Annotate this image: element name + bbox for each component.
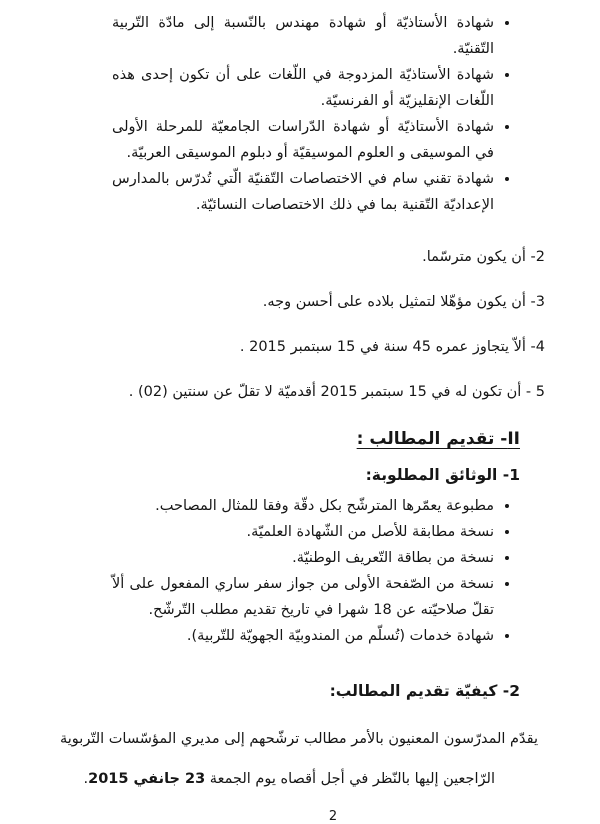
required-documents-heading: 1- الوثائق المطلوبة: [365, 466, 520, 484]
document-item: • نسخة من بطاقة التّعريف الوطنيّة. [112, 545, 494, 571]
condition-item-5: 5 - أن تكون له في 15 سبتمبر 2015 أقدميّة لا تقلّ عن سنتين (02) . [128, 384, 545, 400]
certificate-item: • شهادة الأستاذيّة أو شهادة مهندس بالنّسبة إلى مادّة التّربية التّقنيّة. [112, 10, 494, 62]
certificates-list [112, 10, 508, 218]
submission-paragraph-line1: يقدّم المدرّسون المعنيون بالأمر مطالب ترشّحهم إلى مديري المؤسّسات التّربوية [60, 731, 538, 747]
submission-method-heading: 2- كيفيّة تقديم المطالب: [329, 682, 520, 700]
sentence-period: . [83, 771, 89, 787]
certificate-item: • شهادة الأستاذيّة المزدوجة في اللّغات على أن تكون إحدى هذه اللّغات الإنقليزيّة أو الفرنسيّة. [112, 62, 494, 114]
section-heading-submission [0, 429, 520, 449]
condition-item-3: 3- أن يكون مؤهّلا لتمثيل بلاده على أحسن وجه. [262, 294, 545, 310]
submission-deadline-date: 23 جانفي 2015 [88, 771, 206, 787]
certificate-item: • شهادة الأستاذيّة أو شهادة الدّراسات الجامعيّة للمرحلة الأولى في الموسيقى و العلوم الموسيقيّة أو دبلوم الموسيقى العربيّة. [112, 114, 494, 166]
condition-item-4: 4- ألاّ يتجاوز عمره 45 سنة في 15 سبتمبر 2015 . [239, 339, 545, 355]
section-heading-text: II- تقديم المطالب : [356, 429, 520, 449]
condition-item-2: 2- أن يكون مترسّما. [422, 249, 545, 265]
submission-paragraph-text: الرّاجعين إليها بالنّظر في أجل أقصاه يوم الجمعة [205, 771, 495, 787]
required-documents-list [112, 493, 508, 649]
page-number: 2 [328, 809, 338, 824]
document-item: • شهادة خدمات (تُسلّم من المندوبيّة الجهويّة للتّربية). [112, 623, 494, 649]
document-item: • مطبوعة يعمّرها المترشّح بكل دقّة وفقا للمثال المصاحب. [112, 493, 494, 519]
document-item: • نسخة من الصّفحة الأولى من جواز سفر ساري المفعول على ألاّ تقلّ صلاحيّته عن 18 شهرا في تاريخ تقديم مطلب التّرشّح. [112, 571, 494, 623]
submission-paragraph-line2 [60, 766, 495, 792]
document-item: • نسخة مطابقة للأصل من الشّهادة العلميّة. [112, 519, 494, 545]
certificate-item: • شهادة تقني سام في الاختصاصات التّقنيّة الّتي تُدرّس بالمدارس الإعداديّة التّقنية بما في ذلك الاختصاصات النسائيّة. [112, 166, 494, 218]
